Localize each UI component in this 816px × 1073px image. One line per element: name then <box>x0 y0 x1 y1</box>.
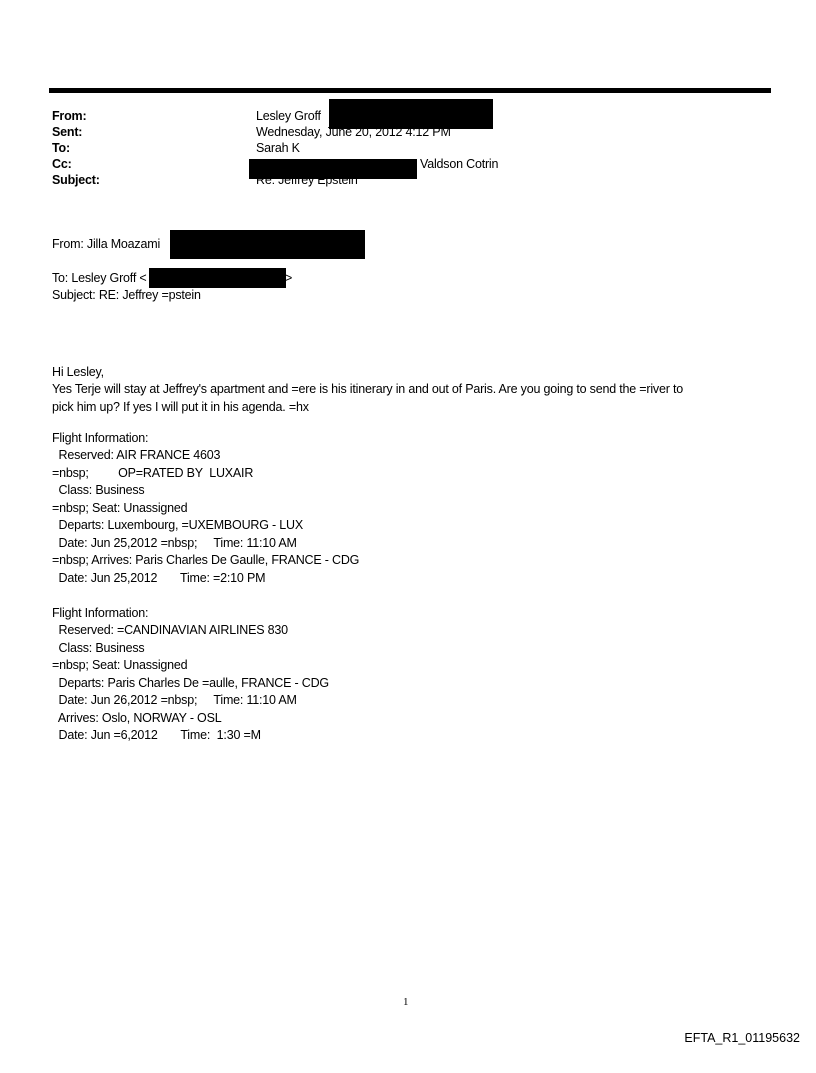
flight-line: Flight Information: <box>52 606 149 620</box>
to-value: Sarah K <box>256 141 300 155</box>
flight-line: Reserved: =CANDINAVIAN AIRLINES 830 <box>52 623 288 637</box>
flight-line: Class: Business <box>52 641 145 655</box>
flight-line: =nbsp; Arrives: Paris Charles De Gaulle, FRANCE - CDG <box>52 553 360 567</box>
redaction-box <box>149 268 286 288</box>
to-label: To: <box>52 141 70 155</box>
sent-value: Wednesday, June 20, 2012 4:12 PM <box>256 125 451 139</box>
sent-label: Sent: <box>52 125 83 139</box>
subject-label: Subject: <box>52 173 100 187</box>
flight-line: Date: Jun =6,2012 Time: 1:30 =M <box>52 728 261 742</box>
flight-line: Reserved: AIR FRANCE 4603 <box>52 448 221 462</box>
quoted-from: From: Jilla Moazami <box>52 237 161 251</box>
flight-line: =nbsp; Seat: Unassigned <box>52 501 188 515</box>
quoted-subject: Subject: RE: Jeffrey =pstein <box>52 288 201 302</box>
cc-label: Cc: <box>52 157 72 171</box>
flight-line: Class: Business <box>52 483 145 497</box>
message-line: Yes Terje will stay at Jeffrey's apartment and =ere is his itinerary in and out of Paris. Are you going to send the =river to <box>52 382 683 396</box>
flight-line: =nbsp; OP=RATED BY LUXAIR <box>52 466 254 480</box>
quoted-to: To: Lesley Groff < <box>52 271 147 285</box>
flight-line: Date: Jun 25,2012 Time: =2:10 PM <box>52 571 266 585</box>
flight-line: Date: Jun 26,2012 =nbsp; Time: 11:10 AM <box>52 693 297 707</box>
subject-value: Re: Jeffrey Epstein <box>256 173 358 187</box>
greeting: Hi Lesley, <box>52 365 104 379</box>
document-id: EFTA_R1_01195632 <box>684 1031 800 1045</box>
page-number: 1 <box>403 996 409 1008</box>
flight-line: Arrives: Oslo, NORWAY - OSL <box>52 711 222 725</box>
redaction-box <box>170 230 365 259</box>
quoted-to-close: > <box>285 271 293 285</box>
flight-line: Date: Jun 25,2012 =nbsp; Time: 11:10 AM <box>52 536 297 550</box>
flight-line: Departs: Luxembourg, =UXEMBOURG - LUX <box>52 518 303 532</box>
flight-line: =nbsp; Seat: Unassigned <box>52 658 188 672</box>
message-line: pick him up? If yes I will put it in his agenda. =hx <box>52 400 309 414</box>
header-rule <box>49 88 771 93</box>
flight-line: Flight Information: <box>52 431 149 445</box>
from-value: Lesley Groff <box>256 109 321 123</box>
cc-value: Valdson Cotrin <box>420 157 499 171</box>
from-label: From: <box>52 109 87 123</box>
flight-line: Departs: Paris Charles De =aulle, FRANCE - CDG <box>52 676 329 690</box>
